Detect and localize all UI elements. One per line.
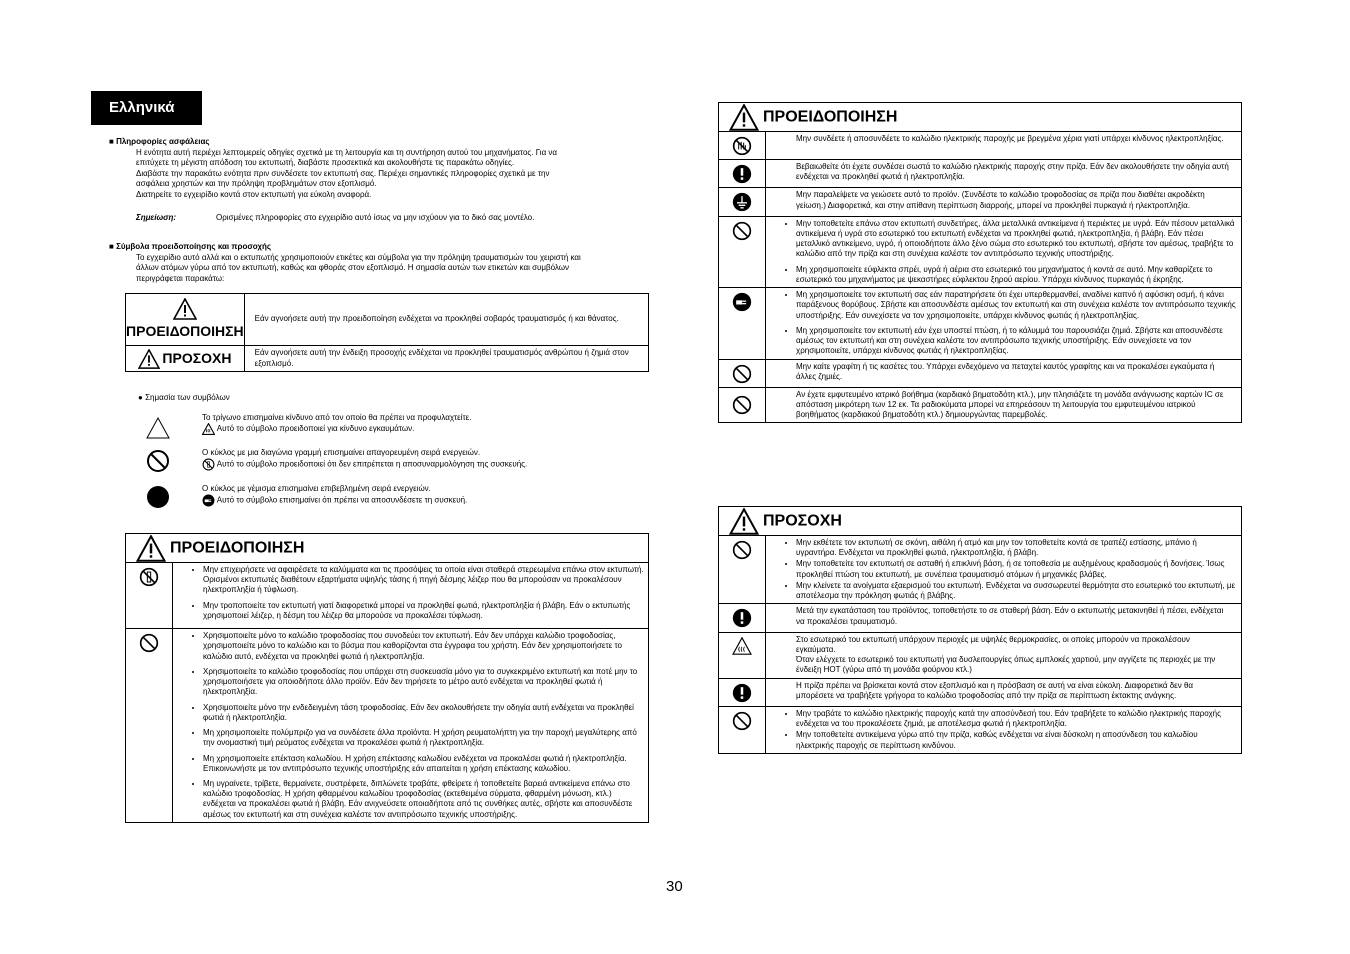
symbols-line: Το εγχειρίδιο αυτό αλλά και ο εκτυπωτής χρησιμοποιούν ετικέτες και σύμβολα για την πρόληψη τραυματισμών του χειριστή και <box>136 253 581 262</box>
ground-icon <box>732 192 752 212</box>
prohibition-text <box>202 448 622 471</box>
no-disassembly-icon <box>202 458 215 471</box>
warning-item: • Χρησιμοποιείτε μόνο την ενδεδειγμένη τάση τροφοδοσίας. Εάν δεν ακολουθήσετε την οδηγία αυτή ενδέχεται να προκληθεί φωτιά ή ηλεκτροπληξία. <box>203 703 644 723</box>
note-label: Σημείωση: <box>136 213 177 222</box>
prohibition-icon <box>139 633 159 653</box>
warning-table-right-header <box>719 103 1242 132</box>
safety-line: Η ενότητα αυτή περιέχει λεπτομερείς οδηγίες σχετικά με τη λειτουργία και τη συντήρηση αυτού του μηχανήματος. Για να <box>136 148 558 157</box>
symbols-meaning-title: Σημασία των συμβόλων <box>145 393 230 402</box>
warning-triangle-icon <box>173 298 197 320</box>
legend-caution-label: ΠΡΟΣΟΧΗ <box>162 349 232 366</box>
prohibition-icon <box>146 449 170 473</box>
warning-triangle-icon <box>729 104 759 131</box>
prohibition-icon <box>732 711 752 731</box>
icon-cell <box>719 132 766 160</box>
note <box>136 213 535 223</box>
legend-caution-cell <box>126 346 245 372</box>
no-disassembly-icon <box>139 567 159 587</box>
triangle-text <box>202 413 622 435</box>
caution-item: • Μην εκθέτετε τον εκτυπωτή σε σκόνη, αιθάλη ή ατμό και μην τον τοποθετείτε κοντά σε τραπέζι εστίασης, μπάνιο ή υγραντήρα. Ενδέχεται να προκληθεί φωτιά, ηλεκτροπληξία, ή βλάβη. <box>796 538 1237 558</box>
mandatory-icon <box>732 683 752 703</box>
icon-cell <box>719 216 766 287</box>
warning-text-cell <box>173 629 649 823</box>
mandatory-text-1: Ο κύκλος με γέμισμα επισημαίνει επιβεβλημένη σειρά ενεργειών. <box>202 484 431 493</box>
warning-table-right <box>718 102 1242 423</box>
warning-item: • Μη χρησιμοποιείτε τον εκτυπωτή σας εάν παρατηρήσετε ότι έχει υπερθερμανθεί, αναδίνει καπνό ή αφύσικη οσμή, ή κάνει παράξενους θορύβους. Σβήστε και αποσυνδέστε αμέσως τον εκτυπωτή και στη συνέχεια καλέστε τον αντιπρόσωπο τεχνικής υποστήριξης. Εάν συνεχίσετε να τον χρησιμοποιείτε, υπάρχει κίνδυνος φωτιάς ή ηλεκτροπληξίας. <box>796 290 1237 321</box>
prohibition-icon <box>732 395 752 415</box>
warning-text-cell: Μην παραλείψετε να γειώσετε αυτό το προϊόν. (Συνδέστε το καλώδιο τροφοδοσίας σε πρίζα που διαθέτει ακροδέκτη γείωση.) Διαφορετικά, και στην απίθανη περίπτωση διαρροής, μπορεί να προκληθεί πυρκαγιά ή ηλεκτροπληξία. <box>766 188 1242 216</box>
caution-table-header <box>719 507 1242 536</box>
prohibition-icon <box>732 364 752 384</box>
caution-item: • Μην τραβάτε το καλώδιο ηλεκτρικής παροχής κατά την αποσύνδεσή του. Εάν τραβήξετε το καλώδιο ηλεκτρικής παροχής ενδέχεται να του προκαλέσετε ζημιά, με αποτέλεσμα φωτιά ή ηλεκτροπληξία. <box>796 709 1237 729</box>
warning-text-cell: Βεβαιωθείτε ότι έχετε συνδέσει σωστά το καλώδιο ηλεκτρικής παροχής στην πρίζα. Εάν δεν ακολουθήσετε την οδηγία αυτή ενδέχεται να προκληθεί φωτιά ή ηλεκτροπληξία. <box>766 160 1242 188</box>
filled-circle-icon <box>146 485 170 509</box>
unplug-icon <box>202 494 215 507</box>
safety-line: Διαβάστε την παρακάτω ενότητα πριν συνδέσετε τον εκτυπωτή σας. Περιέχει σημαντικές πληροφορίες σχετικά με την <box>136 168 550 178</box>
warning-text-cell <box>766 216 1242 287</box>
caution-line: Όταν ελέγχετε το εσωτερικό του εκτυπωτή για δυσλειτουργίες όπως εμπλοκές χαρτιού, μην αγγίζετε τις περιοχές με την ένδειξη HOT (γύρω από τη μονάδα φούρνου κτλ.) <box>796 655 1216 675</box>
safety-info-text <box>136 148 676 200</box>
caution-text-cell <box>766 632 1242 678</box>
caution-text-cell <box>766 706 1242 753</box>
icon-cell <box>719 160 766 188</box>
language-tab: Ελληνικά <box>91 91 202 125</box>
safety-info-heading: ■ Πληροφορίες ασφάλειας <box>109 137 210 147</box>
warning-table-left <box>125 533 649 823</box>
caution-line: Στο εσωτερικό του εκτυπωτή υπάρχουν περιοχές με υψηλές θερμοκρασίες, οι οποίες μπορούν να προκαλέσουν εγκαύματα. <box>796 634 1190 654</box>
caution-item: • Μην τοποθετείτε τον εκτυπωτή σε ασταθή ή επικλινή βάση, ή σε τοποθεσία με αυξημένους κραδασμούς ή δονήσεις. Ίσως προκληθεί πτώση του εκτυπωτή, με συνέπεια τραυματισμό ατόμων ή μηχανικές βλάβες. <box>796 559 1237 579</box>
triangle-text-2: Αυτό το σύμβολο προειδοποιεί για κίνδυνο εγκαυμάτων. <box>216 424 415 434</box>
caution-title: ΠΡΟΣΟΧΗ <box>763 511 842 529</box>
caution-triangle-icon <box>138 349 160 369</box>
warning-item: • Μη χρησιμοποιείτε τον εκτυπωτή εάν έχει υποστεί πτώση, ή το κάλυμμά του παρουσιάζει ζημιά. Σβήστε και αποσυνδέστε αμέσως τον εκτυπωτή και στη συνέχεια καλέστε τον αντιπρόσωπο τεχνικής υποστήριξης. Εάν συνεχίσετε να τον χρησιμοποιείτε, υπάρχει κίνδυνος φωτιάς ή ηλεκτροπληξίας. <box>796 326 1237 357</box>
icon-cell <box>719 706 766 753</box>
icon-cell <box>719 288 766 359</box>
note-text: Ορισμένες πληροφορίες στο εγχειρίδιο αυτό ίσως να μην ισχύουν για το δικό σας μοντέλο. <box>216 213 535 222</box>
symbol-legend-table <box>125 293 649 372</box>
safety-line: Διατηρείτε το εγχειρίδιο κοντά στον εκτυπωτή για εύκολη αναφορά. <box>136 189 372 199</box>
warning-item: • Χρησιμοποιείτε μόνο το καλώδιο τροφοδοσίας που συνοδεύει τον εκτυπωτή. Εάν δεν υπάρχει καλώδιο τροφοδοσίας, χρησιμοποιείτε μόνο το καλώδιο και το βύσμα που καθορίζονται στα έγγραφα του χρήστη. Εάν δεν χρησιμοποιήσετε το καλώδιο αυτό, ενδέχεται να προκληθεί φωτιά ή ηλεκτροπληξία. <box>203 631 644 662</box>
symbols-heading: ■ Σύμβολα προειδοποίησης και προσοχής <box>109 242 271 252</box>
symbols-line: άλλων ατόμων γύρω από τον εκτυπωτή, καθώς και φθοράς στον εξοπλισμό. Η σημασία αυτών των ετικετών και συμβόλων <box>136 263 570 273</box>
warning-item: • Μην τοποθετείτε επάνω στον εκτυπωτή συνδετήρες, άλλα μεταλλικά αντικείμενα ή περιέκτες με υγρά. Εάν πέσουν μεταλλικά αντικείμενα ή υγρά στο εσωτερικό του εκτυπωτή ενδέχεται να προκληθεί φωτιά, ηλεκτροπληξία, ή βλάβη. Εάν πέσει μεταλλικό αντικείμενο, υγρό, ή οποιοδήποτε άλλο ξένο σώμα στο εσωτερικό του εκτυπωτή, σβήστε τον αμέσως, τραβήξτε το καλώδιο από την πρίζα και στη συνέχεια καλέστε τον αντιπρόσωπο τεχνικής υποστήριξης. <box>796 219 1237 260</box>
icon-cell <box>719 359 766 387</box>
caution-triangle-icon <box>729 508 759 535</box>
prohibition-icon <box>732 540 752 560</box>
icon-cell <box>719 188 766 216</box>
caution-text-cell: Μετά την εγκατάσταση του προϊόντος, τοποθετήστε το σε σταθερή βάση. Εάν ο εκτυπωτής μετακινηθεί ή πέσει, ενδέχεται να προκαλέσει τραυματισμό. <box>766 604 1242 632</box>
prohibition-text-2: Αυτό το σύμβολο προειδοποιεί ότι δεν επιτρέπεται η αποσυναρμολόγηση της συσκευής. <box>216 459 528 469</box>
icon-cell <box>126 629 173 823</box>
warning-text-cell <box>173 563 649 629</box>
safety-line: επιτύχετε τη μέγιστη απόδοση του εκτυπωτή, διαβάστε προσεκτικά και ακολουθήστε τις παρακάτω οδηγίες. <box>136 158 515 168</box>
icon-cell <box>126 563 173 629</box>
warning-item: • Μην τροποποιείτε τον εκτυπωτή γιατί διαφορετικά μπορεί να προκληθεί φωτιά, ηλεκτροπληξία ή βλάβη. Εάν ο εκτυπωτής χρησιμοποιεί λέιζερ, η δέσμη του λέιζερ θα μπορούσε να προκαλέσει τύφλωση. <box>203 601 644 621</box>
page-number: 30 <box>666 878 683 895</box>
warning-title: ΠΡΟΕΙΔΟΠΟΙΗΣΗ <box>170 538 305 556</box>
warning-text-cell <box>766 288 1242 359</box>
hot-surface-icon <box>732 637 752 655</box>
caution-text-cell <box>766 536 1242 604</box>
symbols-intro <box>136 253 681 284</box>
symbols-line: περιγράφεται παρακάτω: <box>136 273 225 283</box>
icon-cell <box>719 604 766 632</box>
hot-surface-icon <box>202 423 215 435</box>
legend-warning-desc: Εάν αγνοήσετε αυτή την προειδοποίηση ενδέχεται να προκληθεί σοβαρός τραυματισμός ή και θάνατος. <box>244 294 648 346</box>
warning-item: • Μη υγραίνετε, τρίβετε, θερμαίνετε, συστρέφετε, διπλώνετε τραβάτε, φθείρετε ή τοποθετείτε βαρειά αντικείμενα επάνω στο καλώδιο τροφοδοσίας. Η χρήση φθαρμένου καλωδίου τροφοδοσίας (εκτεθειμένα σύρματα, φθαρμένη μόνωση, κτλ.) ενδέχεται να προκαλέσει φωτιά ή βλάβη. Εάν ανιχνεύσετε οποιαδήποτε από τις συνθήκες αυτές, σβήστε και αποσυνδέστε αμέσως τον εκτυπωτή και στη συνέχεια καλέστε τον αντιπρόσωπο τεχνικής υποστήριξης. <box>203 779 644 820</box>
caution-text-cell: Η πρίζα πρέπει να βρίσκεται κοντά στον εξοπλισμό και η πρόσβαση σε αυτή να είναι εύκολη. Διαφορετικά δεν θα μπορέσετε να τραβήξετε γρήγορα το καλώδιο τροφοδοσίας από την πρίζα σε περίπτωση έκτακτης ανάγκης. <box>766 678 1242 706</box>
warning-item: • Μην επιχειρήσετε να αφαιρέσετε τα καλύμματα και τις προσόψεις τα οποία είναι σταθερά στερεωμένα επάνω στον εκτυπωτή. Ορισμένοι εκτυπωτές διαθέτουν εξαρτήματα υψηλής τάσης ή πηγή δέσμης λέιζερ που θα μπορούσαν να προκαλέσουν ηλεκτροπληξία ή τύφλωση. <box>203 565 644 596</box>
warning-item: • Χρησιμοποιείτε το καλώδιο τροφοδοσίας που υπάρχει στη συσκευασία μόνο για το συγκεκριμένο εκτυπωτή και ποτέ μην το χρησιμοποιήσετε για οποιοδήποτε άλλο προϊόν. Εάν δεν τηρήσετε το μέτρο αυτό ενδέχεται να προκληθεί φωτιά ή ηλεκτροπληξία. <box>203 667 644 698</box>
mandatory-icon <box>732 164 752 184</box>
caution-table <box>718 506 1242 754</box>
icon-cell <box>719 632 766 678</box>
triangle-icon <box>146 417 170 439</box>
safety-line: ασφάλεια χρηστών και την πρόληψη προβλημάτων στον εξοπλισμό. <box>136 179 377 189</box>
mandatory-text-2: Αυτό το σύμβολο επισημαίνει ότι πρέπει να αποσυνδέσετε τη συσκευή. <box>216 495 468 505</box>
warning-text-cell: Μην καίτε γραφίτη ή τις κασέτες του. Υπάρχει ενδεχόμενο να πεταχτεί καυτός γραφίτης και να προκαλέσει εγκαύματα ή άλλες ζημιές. <box>766 359 1242 387</box>
legend-warning-label: ΠΡΟΕΙΔΟΠΟΙΗΣΗ <box>126 323 244 340</box>
icon-cell <box>719 678 766 706</box>
warning-item: • Μη χρησιμοποιείτε πολύμπριζο για να συνδέσετε άλλα προϊόντα. Η χρήση ρευματολήπτη για την παροχή μεγαλύτερης από την ονομαστική τιμή ρεύματος ενδέχεται να προκαλέσει φωτιά ή ηλεκτροπληξία. <box>203 728 644 748</box>
warning-text-cell: Αν έχετε εμφυτευμένο ιατρικό βοήθημα (καρδιακό βηματοδότη κτλ.), μην πλησιάζετε τη μονάδα ανάγνωσης καρτών IC σε απόσταση μικρότερη των 12 εκ. Τα ραδιοκύματα μπορεί να επηρεάσουν τη λειτουργία του εμφυτευμένου ιατρικού βοηθήματος (καρδιακού βηματοδότη κτλ.) δημιουργώντας παρεμβολές. <box>766 387 1242 423</box>
triangle-text-1: Το τρίγωνο επισημαίνει κίνδυνο από τον οποίο θα πρέπει να προφυλαχτείτε. <box>202 413 472 422</box>
warning-text-cell: Μην συνδέετε ή αποσυνδέετε το καλώδιο ηλεκτρικής παροχής με βρεγμένα χέρια γιατί υπάρχει κίνδυνος ηλεκτροπληξίας. <box>766 132 1242 160</box>
unplug-icon <box>732 292 752 312</box>
caution-item: • Μην τοποθετείτε αντικείμενα γύρω από την πρίζα, καθώς ενδέχεται να είναι δύσκολη η αποσύνδεση του καλωδίου ηλεκτρικής παροχής σε περίπτωση κινδύνου. <box>796 730 1237 750</box>
warning-table-left-header <box>126 534 649 563</box>
legend-warning-cell <box>126 294 245 346</box>
legend-caution-desc: Εάν αγνοήσετε αυτή την ένδειξη προσοχής ενδέχεται να προκληθεί τραυματισμός ανθρώπου ή ζημιά στον εξοπλισμό. <box>244 346 648 372</box>
caution-item: • Μην κλείνετε τα ανοίγματα εξαερισμού του εκτυπωτή. Ενδέχεται να συσσωρευτεί θερμότητα στο εσωτερικό του εκτυπωτή, με αποτέλεσμα την πρόκληση φωτιάς ή βλάβης. <box>796 581 1237 601</box>
prohibition-icon <box>732 221 752 241</box>
icon-cell <box>719 536 766 604</box>
icon-cell <box>719 387 766 423</box>
warning-title: ΠΡΟΕΙΔΟΠΟΙΗΣΗ <box>763 107 898 125</box>
warning-item: • Μη χρησιμοποιείτε επέκταση καλωδίου. Η χρήση επέκτασης καλωδίου ενδέχεται να προκαλέσει φωτιά ή ηλεκτροπληξία. Επικοινωνήστε με τον αντιπρόσωπο τεχνικής υποστήριξης εάν απαιτείται η χρήση επέκτασης καλωδίου. <box>203 754 644 774</box>
warning-item: • Μη χρησιμοποιείτε εύφλεκτα σπρέι, υγρά ή αέρια στο εσωτερικό του μηχανήματος ή κοντά σε αυτό. Μην καθαρίζετε το εσωτερικό του μηχανήματος με ψεκαστήρες εύφλεκτου ξηρού αερίου. Υπάρχει κίνδυνος πυρκαγιάς ή έκρηξης. <box>796 265 1237 285</box>
symbols-meaning-heading: ● Σημασία των συμβόλων <box>138 393 230 402</box>
mandatory-icon <box>732 608 752 628</box>
mandatory-text <box>202 484 622 507</box>
no-wet-hands-icon <box>732 136 752 156</box>
prohibition-text-1: Ο κύκλος με μια διαγώνια γραμμή επισημαίνει απαγορευμένη σειρά ενεργειών. <box>202 448 481 457</box>
warning-triangle-icon <box>136 535 166 562</box>
